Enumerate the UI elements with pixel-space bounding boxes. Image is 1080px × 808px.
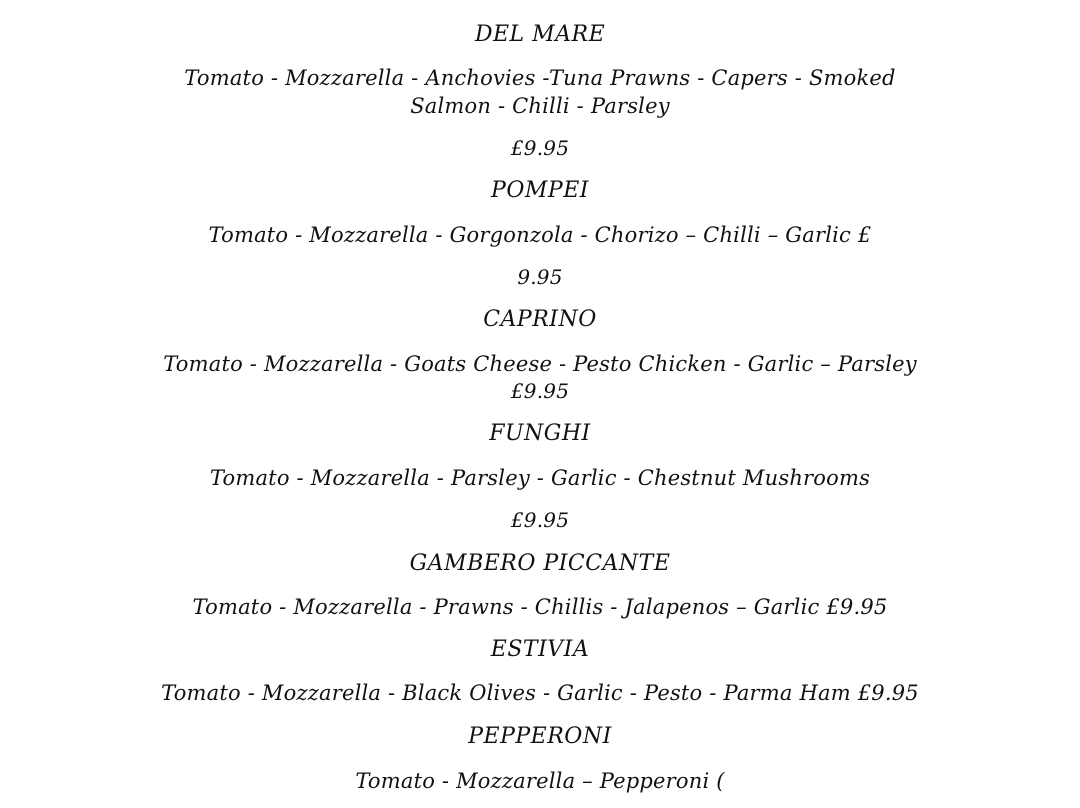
menu-item-title: GAMBERO PICCANTE [409,551,671,576]
menu-item-title: ESTIVIA [490,637,590,662]
menu-item-title: PEPPERONI [468,724,612,749]
menu-item-description: Salmon - Chilli - Parsley [410,94,670,118]
menu-item-description: Tomato - Mozzarella - Parsley - Garlic - Chestnut Mushrooms [209,466,871,490]
menu-item-description: Tomato - Mozzarella - Gorgonzola - Chorizo – Chilli – Garlic £ [208,223,872,247]
menu-item-price: £9.95 [510,379,570,403]
menu-item-title: CAPRINO [483,307,597,332]
menu-item-description: Tomato - Mozzarella - Black Olives - Garlic - Pesto - Parma Ham £9.95 [161,681,919,705]
menu-item-description: Tomato - Mozzarella - Goats Cheese - Pesto Chicken - Garlic – Parsley [163,352,917,376]
menu-item-description: Tomato - Mozzarella - Anchovies -Tuna Prawns - Capers - Smoked [184,66,896,90]
menu-item-title: POMPEI [491,178,589,203]
menu-item-description: Tomato - Mozzarella – Pepperoni ( [355,769,725,793]
menu-item-price: £9.95 [510,508,570,532]
menu-item-price: £9.95 [510,136,570,160]
menu-item-title: DEL MARE [474,22,606,47]
menu-item-price: 9.95 [517,265,563,289]
menu-item-title: FUNGHI [489,421,591,446]
menu-item-description: Tomato - Mozzarella - Prawns - Chillis - Jalapenos – Garlic £9.95 [192,595,888,619]
